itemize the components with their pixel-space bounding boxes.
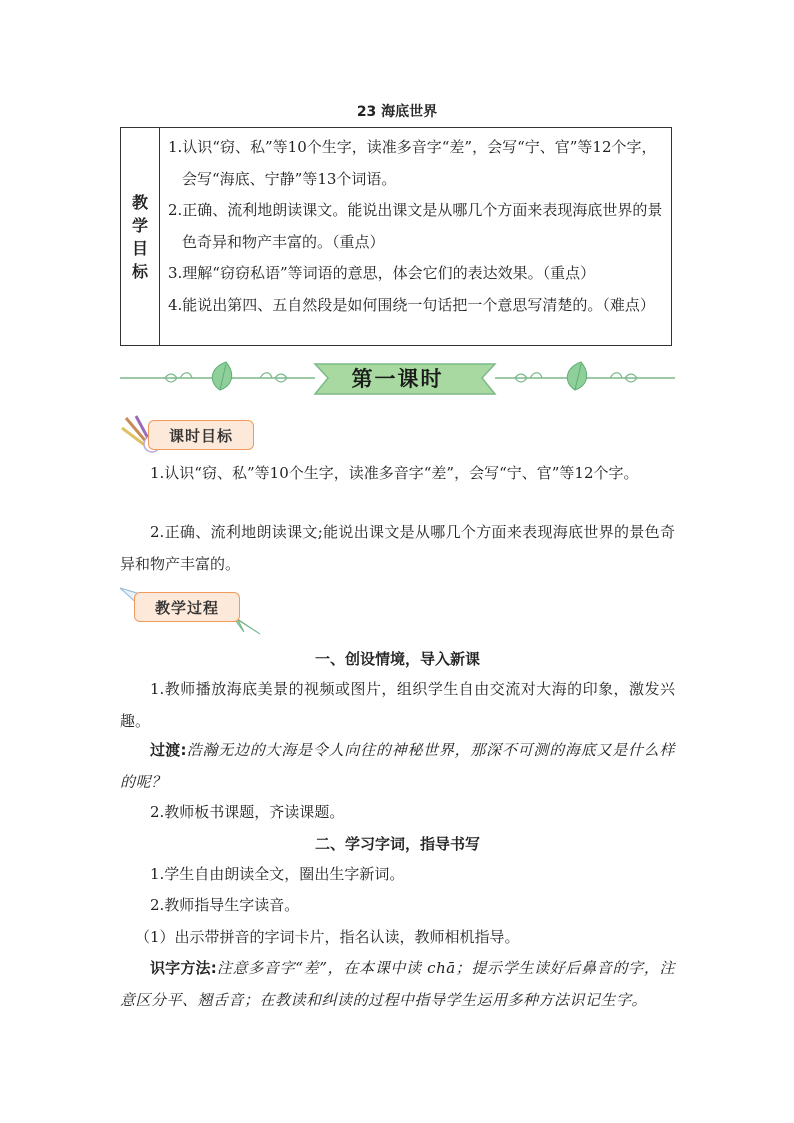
goals-label-char: 教 (131, 192, 148, 212)
part1-transition (120, 734, 675, 798)
goals-label-char: 目 (131, 238, 148, 258)
process-tag (120, 584, 265, 636)
goal-item-3: 3.理解“窃窃私语”等词语的意思，体会它们的表达效果。（重点） (168, 264, 596, 282)
part2-method (120, 952, 675, 1016)
goal-item-1: 1.认识“窃、私”等10个生字，读准多音字“差”，会写“宁、官”等12个字，会写“海底、宁静”等13个词语。 (168, 138, 657, 188)
goals-list (160, 128, 671, 345)
goals-label-char: 学 (131, 215, 148, 235)
transition-label: 过渡: (150, 741, 187, 759)
method-label: 识字方法: (150, 959, 217, 977)
transition-text: 浩瀚无边的大海是令人向往的神秘世界，那深不可测的海底又是什么样的呢？ (120, 741, 675, 791)
part2-para-1: 1.学生自由朗读全文，圈出生字新词。 (150, 865, 405, 883)
goal-item-2: 2.正确、流利地朗读课文。能说出课文是从哪几个方面来表现海底世界的景色奇异和物产丰富的。（重点） (168, 201, 663, 251)
process-tag-label: 教学过程 (134, 592, 240, 622)
objective-2: 2.正确、流利地朗读课文;能说出课文是从哪几个方面来表现海底世界的景色奇异和物产丰富的。 (120, 523, 675, 573)
part2-para-2: 2.教师指导生字读音。 (150, 896, 300, 914)
part1-heading: 一、创设情境，导入新课 (314, 650, 480, 668)
page-title: 23 海底世界 (356, 104, 438, 120)
part2-heading: 二、学习字词，指导书写 (314, 835, 480, 853)
teaching-goals-table (120, 127, 672, 346)
goal-item-4: 4.能说出第四、五自然段是如何围绕一句话把一个意思写清楚的。（难点） (168, 295, 655, 314)
leaf-icon (212, 362, 231, 390)
banner-title: 第一课时 (351, 366, 444, 391)
part1-para-1: 1.教师播放海底美景的视频或图片，组织学生自由交流对大海的印象，激发兴趣。 (120, 680, 675, 730)
goals-label (121, 128, 160, 345)
part2-para-3: （1）出示带拼音的字词卡片，指名认读，教师相机指导。 (135, 928, 520, 946)
goals-label-char: 标 (131, 261, 148, 281)
objective-1: 1.认识“窃、私”等10个生字，读准多音字“差”，会写“宁、官”等12个字。 (150, 464, 639, 482)
part1-para-2: 2.教师板书课题，齐读课题。 (150, 803, 345, 821)
lesson-banner (120, 360, 675, 400)
method-text: 注意多音字“差”，在本课中读 chā；提示学生读好后鼻音的字，注意区分平、翘舌音；在教读和纠读的过程中指导学生运用多种方法识记生字。 (120, 959, 675, 1009)
objectives-tag-label: 课时目标 (148, 420, 254, 450)
leaf-icon (567, 362, 586, 390)
objectives-tag (120, 414, 260, 454)
